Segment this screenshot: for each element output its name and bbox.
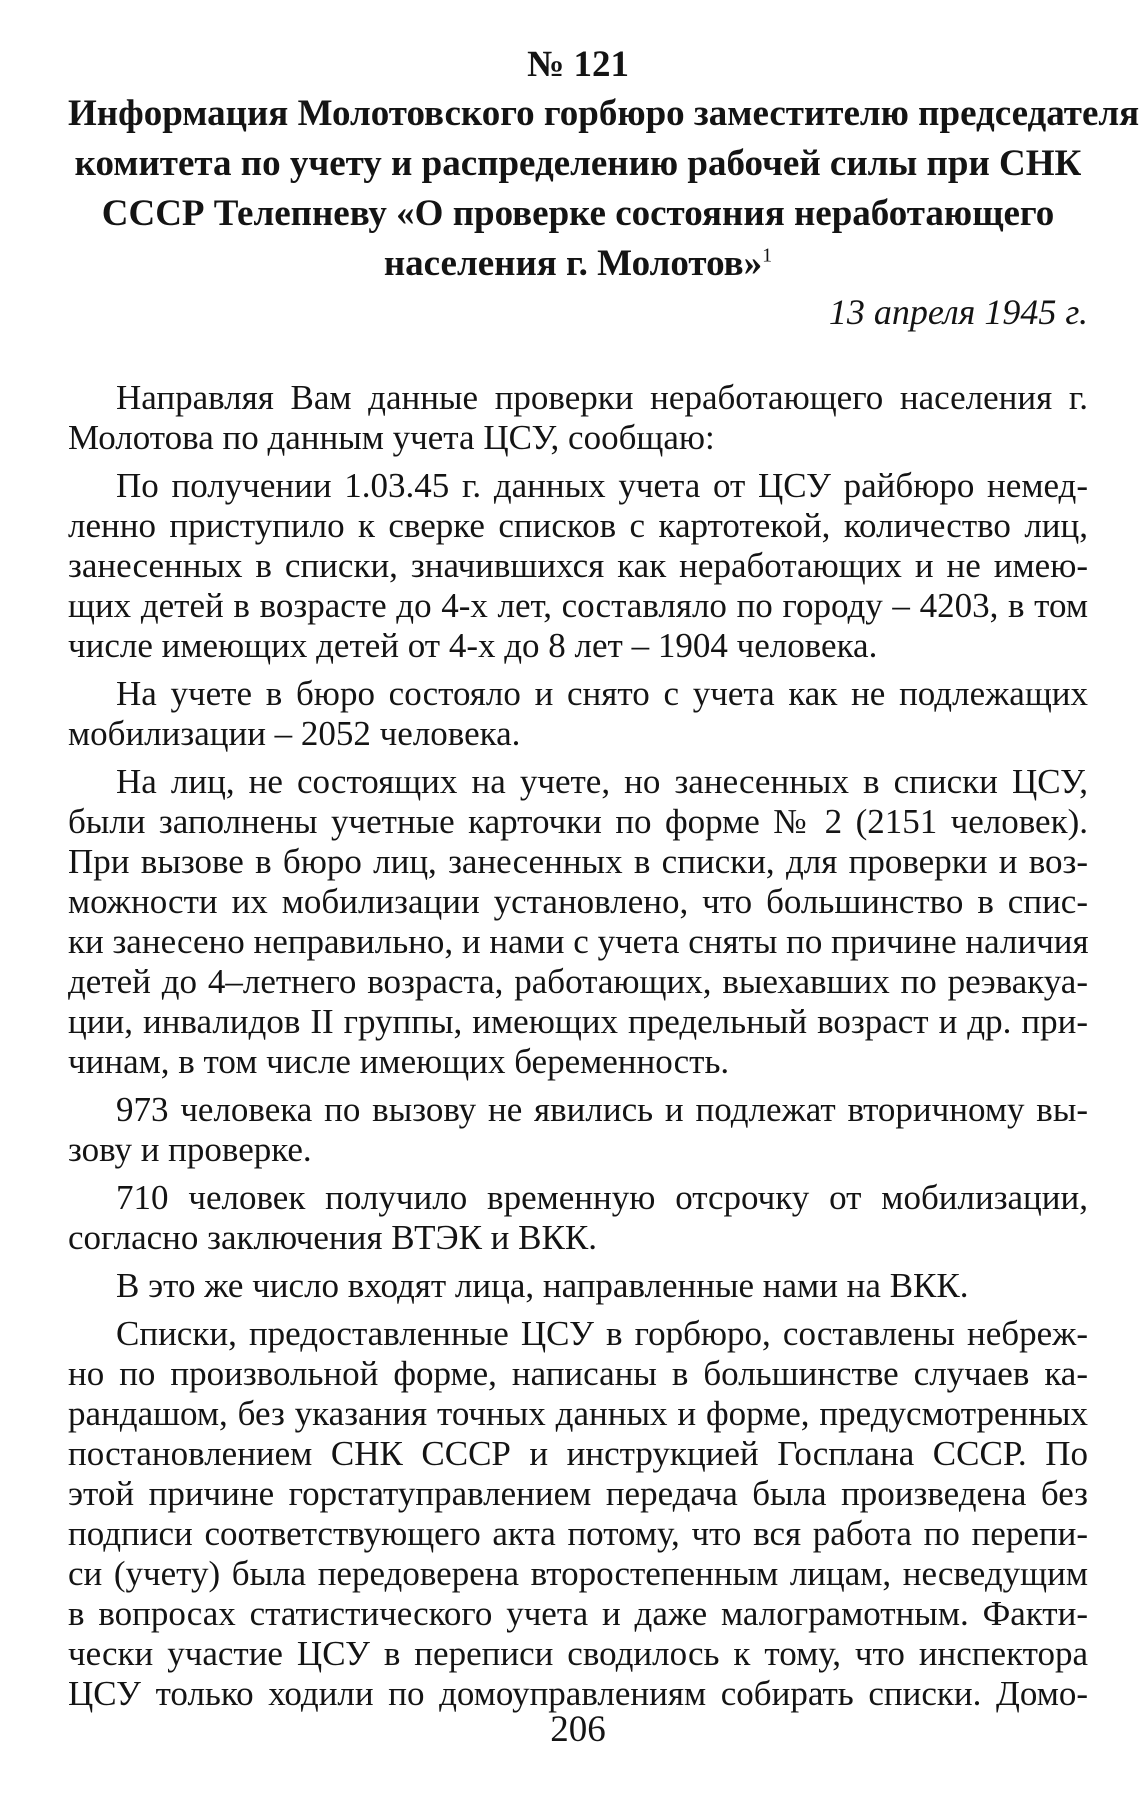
text-line: мобилизации – 2052 человека. — [68, 714, 521, 753]
text-line: в вопросах статистического учета и даже малограмотным. Факти- — [68, 1594, 1088, 1633]
text-line: На лиц, не состоящих на учете, но занесенных в списки ЦСУ, — [116, 762, 1088, 801]
text-line: постановлением СНК СССР и инструкцией Госплана СССР. По — [68, 1434, 1088, 1473]
paragraph — [68, 1090, 1088, 1170]
text-line: ки занесено неправильно, и нами с учета сняты по причине наличия — [68, 922, 1089, 961]
document-number: № 121 — [527, 44, 629, 85]
title-line-text: населения г. Молотов» — [383, 243, 763, 284]
text-line: рандашом, без указания точных данных и форме, предусмотренных — [68, 1394, 1088, 1433]
text-line: подписи соответствующего акта потому, что вся работа по перепи- — [68, 1514, 1088, 1553]
text-line: согласно заключения ВТЭК и ВКК. — [68, 1218, 597, 1257]
paragraph — [68, 762, 1088, 1082]
text-line: По получении 1.03.45 г. данных учета от ЦСУ райбюро немед- — [116, 466, 1088, 505]
text-line: чинам, в том числе имеющих беременность. — [68, 1042, 730, 1081]
text-line: При вызове в бюро лиц, занесенных в списки, для проверки и воз- — [68, 842, 1088, 881]
text-line: ленно приступило к сверке списков с картотекой, количество лиц, — [68, 506, 1088, 545]
text-line: зову и проверке. — [68, 1130, 312, 1169]
document-title — [68, 89, 1140, 289]
paragraph — [68, 1178, 1088, 1258]
document-body — [68, 378, 1088, 1722]
document-page — [68, 0, 1140, 1799]
text-line: были заполнены учетные карточки по форме № 2 (2151 человек). — [68, 802, 1088, 841]
text-line: этой причине горстатуправлением передача была произведена без — [68, 1474, 1088, 1513]
text-line: занесенных в списки, значившихся как неработающих и не имею- — [68, 546, 1088, 585]
text-line: чески участие ЦСУ в переписи сводилось к тому, что инспектора — [68, 1634, 1088, 1673]
title-line: комитета по учету и распределению рабочей силы при СНК — [74, 143, 1082, 184]
document-date: 13 апреля 1945 г. — [828, 292, 1088, 332]
text-line: числе имеющих детей от 4-х до 8 лет – 1904 человека. — [68, 626, 878, 665]
paragraph — [68, 1314, 1088, 1714]
page-number: 206 — [550, 1709, 606, 1750]
text-line: 973 человека по вызову не явились и подлежат вторичному вы- — [116, 1090, 1088, 1129]
text-line: На учете в бюро состояло и снято с учета как не подлежащих — [116, 674, 1088, 713]
paragraph — [68, 466, 1088, 666]
text-line: ции, инвалидов II группы, имеющих предельный возраст и др. при- — [68, 1002, 1088, 1041]
title-line: СССР Телепневу «О проверке состояния неработающего — [101, 193, 1055, 234]
footnote-marker: 1 — [762, 244, 773, 267]
text-line: 710 человек получило временную отсрочку от мобилизации, — [116, 1178, 1088, 1217]
text-line: Списки, предоставленные ЦСУ в горбюро, составлены небреж- — [116, 1314, 1088, 1353]
paragraph — [68, 1266, 1088, 1306]
title-line: Информация Молотовского горбюро заместителю председателя — [68, 93, 1140, 134]
text-line: но по произвольной форме, написаны в большинстве случаев ка- — [68, 1354, 1088, 1393]
text-line: В это же число входят лица, направленные нами на ВКК. — [116, 1266, 969, 1305]
text-line: ЦСУ только ходили по домоуправлениям собирать списки. Домо- — [68, 1674, 1088, 1713]
paragraph — [68, 674, 1088, 754]
text-line: Направляя Вам данные проверки неработающего населения г. — [116, 378, 1088, 417]
text-line: можности их мобилизации установлено, что большинство в спис- — [68, 882, 1088, 921]
paragraph — [68, 378, 1088, 458]
text-line: Молотова по данным учета ЦСУ, сообщаю: — [68, 418, 715, 457]
title-line-last — [68, 239, 1088, 289]
text-line: детей до 4–летнего возраста, работающих, выехавших по реэвакуа- — [68, 962, 1088, 1001]
text-line: си (учету) была передоверена второстепенным лицам, несведущим — [68, 1554, 1088, 1593]
text-line: щих детей в возрасте до 4-х лет, составляло по городу – 4203, в том — [68, 586, 1088, 625]
